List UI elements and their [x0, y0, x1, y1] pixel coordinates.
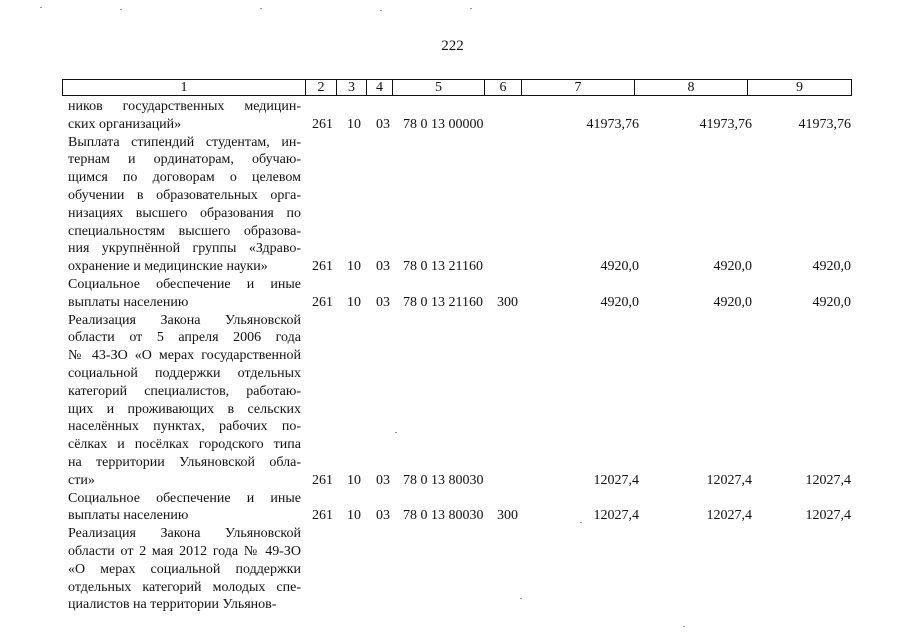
description-line: отдельных категорий молодых спе- — [68, 579, 301, 595]
row-description — [68, 490, 301, 526]
cell-col-6: 300 — [497, 294, 518, 310]
scan-speck — [120, 9, 122, 10]
column-header-1: 1 — [63, 80, 306, 96]
scan-speck — [683, 626, 685, 627]
description-line: охранение и медицинские науки» — [68, 259, 268, 275]
cell-col-2: 261 — [312, 294, 333, 310]
description-line: низациях высшего образования по — [68, 205, 301, 221]
cell-col-8: 12027,4 — [706, 508, 752, 524]
description-line: населённых пунктах, рабочих по- — [68, 419, 301, 435]
description-line: области от 2 мая 2012 года № 49-ЗО — [68, 543, 301, 559]
scan-speck — [260, 8, 262, 9]
description-line: Социальное обеспечение и иные — [68, 277, 301, 292]
row-description — [68, 98, 301, 134]
description-line: Выплата стипендий студентам, ин- — [68, 134, 301, 150]
scan-speck — [395, 432, 397, 433]
cell-col-9: 12027,4 — [805, 508, 851, 524]
description-line: сти» — [68, 472, 95, 488]
cell-col-4: 03 — [376, 508, 390, 524]
row-description — [68, 525, 301, 614]
row-description — [68, 312, 301, 490]
description-line: категорий специалистов, работаю- — [68, 383, 301, 399]
cell-col-2: 261 — [312, 116, 333, 132]
cell-col-5: 78 0 13 21160 — [403, 259, 483, 275]
cell-col-6: 300 — [497, 508, 518, 524]
cell-col-7: 4920,0 — [600, 294, 639, 310]
cell-col-9: 4920,0 — [812, 259, 851, 275]
column-header-5: 5 — [393, 80, 485, 96]
cell-col-7: 12027,4 — [593, 472, 639, 488]
cell-col-2: 261 — [312, 508, 333, 524]
cell-col-5: 78 0 13 21160 — [403, 294, 483, 310]
description-line: социальной поддержки отдельных — [68, 365, 301, 381]
description-line: Реализация Закона Ульяновской — [68, 526, 301, 542]
description-line: ников государственных медицин- — [68, 99, 301, 114]
cell-col-8: 12027,4 — [706, 472, 752, 488]
cell-col-2: 261 — [312, 259, 333, 275]
description-line: ских организаций» — [68, 116, 182, 132]
cell-col-3: 10 — [347, 508, 361, 524]
column-header-9: 9 — [748, 80, 852, 96]
description-line: щимся по договорам о целевом — [68, 170, 301, 186]
scan-speck — [470, 8, 472, 9]
cell-col-3: 10 — [347, 294, 361, 310]
cell-col-9: 12027,4 — [805, 472, 851, 488]
description-line: на территории Ульяновской обла- — [68, 454, 301, 470]
cell-col-3: 10 — [347, 472, 361, 488]
row-description — [68, 276, 301, 312]
column-header-4: 4 — [367, 80, 393, 96]
cell-col-3: 10 — [347, 259, 361, 275]
cell-col-8: 4920,0 — [713, 294, 752, 310]
description-line: «О мерах социальной поддержки — [68, 561, 301, 577]
cell-col-5: 78 0 13 80030 — [403, 472, 484, 488]
description-line: тернам и ординаторам, обучаю- — [68, 152, 301, 168]
cell-col-3: 10 — [347, 116, 361, 132]
description-line: Реализация Закона Ульяновской — [68, 312, 301, 328]
cell-col-4: 03 — [376, 259, 390, 275]
cell-col-7: 4920,0 — [600, 259, 639, 275]
column-header-3: 3 — [337, 80, 367, 96]
cell-col-4: 03 — [376, 472, 390, 488]
page-number: 222 — [441, 38, 464, 54]
column-header-6: 6 — [485, 80, 522, 96]
description-line: циалистов на территории Ульянов- — [68, 597, 277, 613]
description-line: обучении в образовательных орга- — [68, 187, 301, 203]
cell-col-8: 4920,0 — [713, 259, 752, 275]
scan-speck — [40, 7, 42, 8]
column-header-7: 7 — [522, 80, 635, 96]
cell-col-5: 78 0 13 80030 — [403, 508, 484, 524]
cell-col-4: 03 — [376, 294, 390, 310]
description-line: выплаты населению — [68, 294, 189, 310]
scan-speck — [380, 10, 382, 11]
scan-speck — [580, 522, 582, 523]
description-line: щих и проживающих в сельских — [68, 401, 301, 417]
description-line: № 43-ЗО «О мерах государственной — [68, 348, 301, 364]
cell-col-8: 41973,76 — [699, 116, 752, 132]
description-line: ния укрупнённой группы «Здраво- — [68, 241, 301, 257]
description-line: специальностям высшего образова- — [68, 223, 301, 239]
cell-col-9: 41973,76 — [798, 116, 851, 132]
description-line: области от 5 апреля 2006 года — [68, 330, 301, 346]
cell-col-7: 41973,76 — [586, 116, 639, 132]
cell-col-7: 12027,4 — [593, 508, 639, 524]
description-line: сёлках и посёлках городского типа — [68, 437, 301, 453]
description-line: выплаты населению — [68, 508, 189, 524]
row-description — [68, 134, 301, 276]
cell-col-4: 03 — [376, 116, 390, 132]
column-header-2: 2 — [306, 80, 337, 96]
column-header-8: 8 — [635, 80, 748, 96]
cell-col-5: 78 0 13 00000 — [403, 116, 484, 132]
cell-col-9: 4920,0 — [812, 294, 851, 310]
scan-speck — [520, 598, 522, 599]
cell-col-2: 261 — [312, 472, 333, 488]
description-line: Социальное обеспечение и иные — [68, 490, 301, 506]
